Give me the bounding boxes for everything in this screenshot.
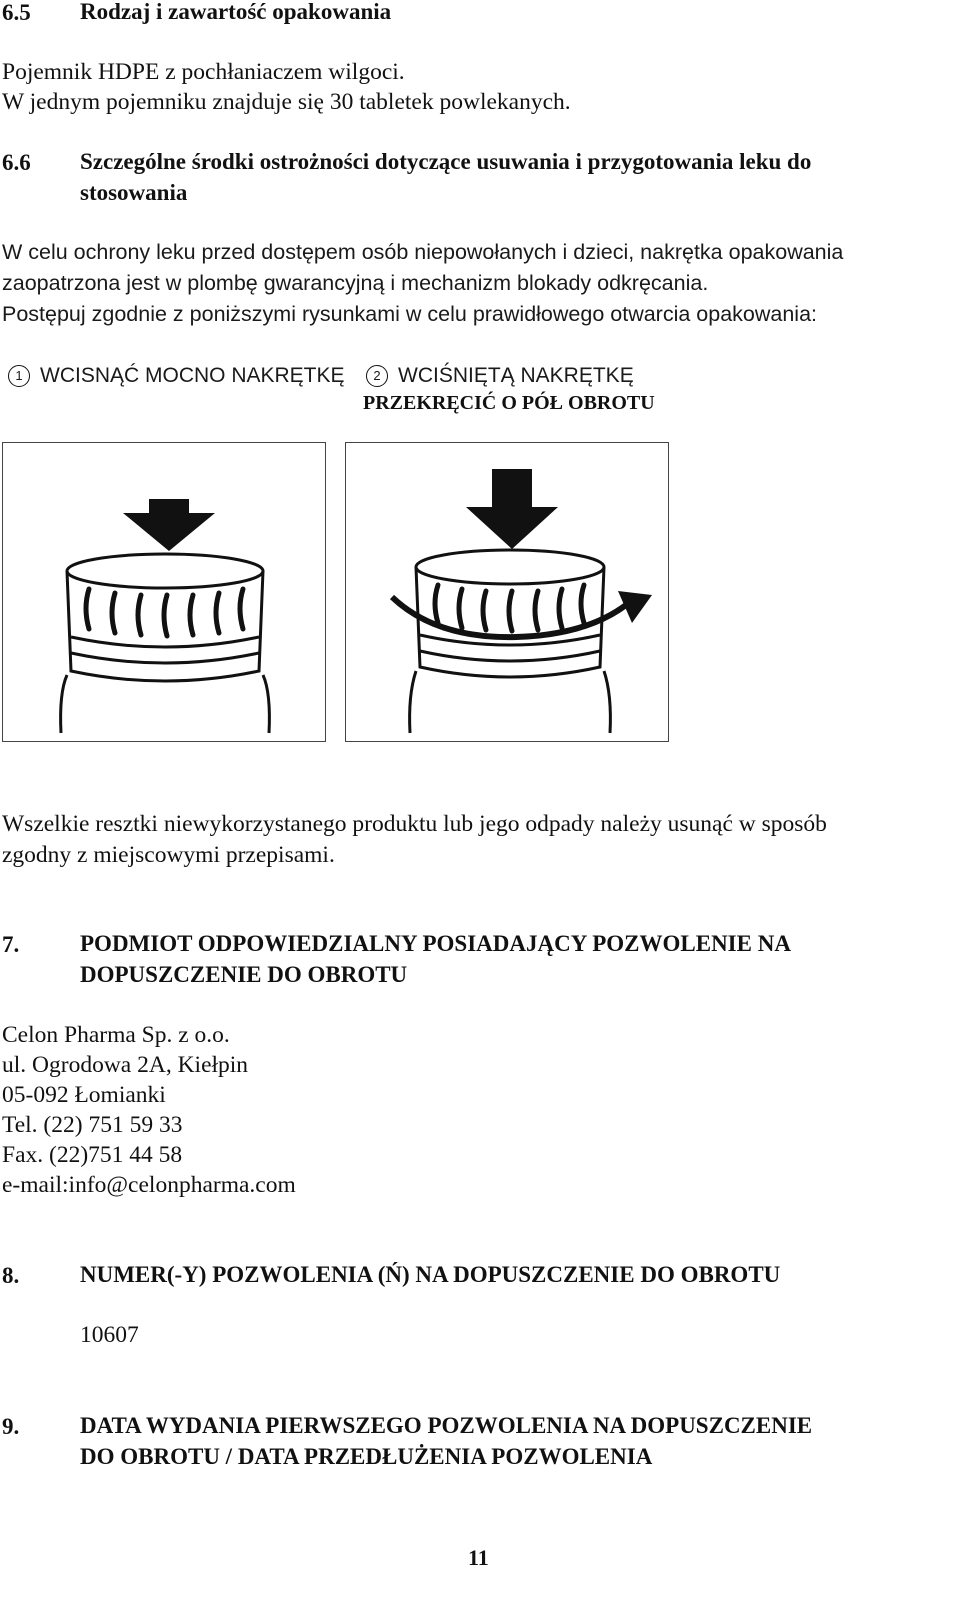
disposal-line-1: Wszelkie resztki niewykorzystanego produktu lub jego odpady należy usunąć w sposób xyxy=(2,811,827,837)
company-name: Celon Pharma Sp. z o.o. xyxy=(2,1022,230,1048)
company-email: e-mail:info@celonpharma.com xyxy=(2,1172,296,1198)
step-1-text: WCISNĄĆ MOCNO NAKRĘTKĘ xyxy=(40,364,345,387)
figure-press-and-turn xyxy=(345,442,669,742)
section-7-title-line-2: DOPUSZCZENIE DO OBROTU xyxy=(80,962,408,987)
company-street: ul. Ogrodowa 2A, Kiełpin xyxy=(2,1052,249,1078)
step-1-label xyxy=(8,364,345,388)
section-6-6-title-line-1: Szczególne środki ostrożności dotyczące usuwania i przygotowania leku do xyxy=(80,149,812,174)
press-cap-illustration xyxy=(3,443,325,741)
safety-intro-line-3: Postępuj zgodnie z poniższymi rysunkami w celu prawidłowego otwarcia opakowania: xyxy=(2,302,818,326)
section-6-5-title: Rodzaj i zawartość opakowania xyxy=(80,0,392,24)
company-postal-city: 05-092 Łomianki xyxy=(2,1082,166,1108)
step-1-marker: 1 xyxy=(8,365,30,387)
down-arrow-icon xyxy=(123,499,215,551)
step-2-text: WCIŚNIĘTĄ NAKRĘTKĘ xyxy=(398,364,634,387)
press-turn-illustration xyxy=(346,443,668,741)
step-2-marker: 2 xyxy=(366,365,388,387)
packaging-line-2: W jednym pojemniku znajduje się 30 tabletek powlekanych. xyxy=(2,89,571,115)
section-9-number: 9. xyxy=(2,1414,20,1439)
section-9-title-line-2: DO OBROTU / DATA PRZEDŁUŻENIA POZWOLENIA xyxy=(80,1444,653,1469)
section-6-6-title-line-2: stosowania xyxy=(80,180,188,205)
disposal-line-2: zgodny z miejscowymi przepisami. xyxy=(2,842,335,868)
company-phone: Tel. (22) 751 59 33 xyxy=(2,1112,183,1138)
section-7-number: 7. xyxy=(2,932,20,957)
section-7-title-line-1: PODMIOT ODPOWIEDZIALNY POSIADAJĄCY POZWOLENIE NA xyxy=(80,931,791,956)
safety-intro-line-2: zaopatrzona jest w plombę gwarancyjną i mechanizm blokady odkręcania. xyxy=(2,271,709,295)
section-6-6-number: 6.6 xyxy=(2,150,31,175)
step-2-text-line-2: PRZEKRĘCIĆ O PÓŁ OBROTU xyxy=(363,392,655,414)
step-2-label xyxy=(366,364,634,388)
section-9-title-line-1: DATA WYDANIA PIERWSZEGO POZWOLENIA NA DOPUSZCZENIE xyxy=(80,1413,813,1438)
figure-press-cap xyxy=(2,442,326,742)
page-number: 11 xyxy=(468,1545,489,1570)
section-8-number: 8. xyxy=(2,1263,20,1288)
safety-intro-line-1: W celu ochrony leku przed dostępem osób niepowołanych i dzieci, nakrętka opakowania xyxy=(2,240,844,264)
company-fax: Fax. (22)751 44 58 xyxy=(2,1142,183,1168)
authorization-number: 10607 xyxy=(80,1322,139,1348)
section-8-title: NUMER(-Y) POZWOLENIA (Ń) NA DOPUSZCZENIE DO OBROTU xyxy=(80,1262,781,1287)
section-6-5-number: 6.5 xyxy=(2,0,31,25)
packaging-line-1: Pojemnik HDPE z pochłaniaczem wilgoci. xyxy=(2,59,405,85)
down-arrow-icon xyxy=(466,469,558,549)
